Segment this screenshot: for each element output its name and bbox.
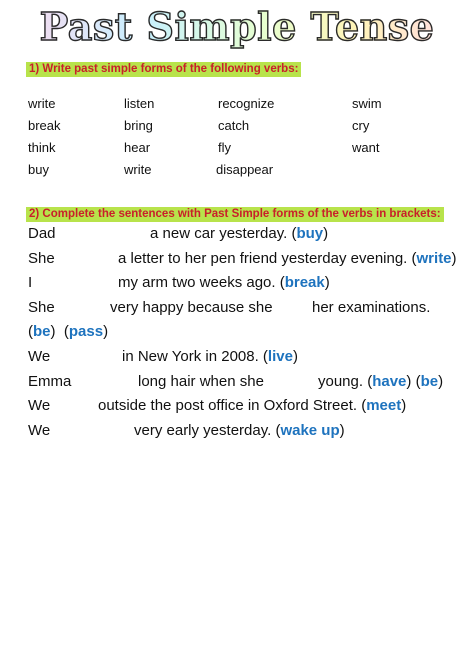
bracket: ) [401, 397, 407, 415]
sentence-subject: We [28, 347, 51, 365]
sentence [28, 397, 468, 422]
verb-row [28, 140, 468, 162]
sentence-text [134, 422, 345, 439]
sentence-subject: I [28, 274, 33, 292]
bracket: ) [50, 323, 56, 341]
bracket: ) [339, 421, 345, 439]
sentence-continuation [28, 323, 468, 348]
bracket: ) ( [406, 372, 421, 390]
sentence-text [122, 348, 298, 365]
sentence-rest: in New York in 2008. ( [122, 347, 268, 365]
sentence [28, 274, 468, 299]
bracket: ( [63, 323, 69, 341]
sentence [28, 348, 468, 373]
verb-hint: buy [296, 225, 324, 242]
bracket: ) [438, 372, 444, 390]
verb-item: hear [124, 140, 151, 155]
sentence-list [28, 225, 468, 446]
verb-item: break [28, 118, 61, 133]
sentence-text: very happy because she [110, 298, 273, 316]
sentence [28, 299, 468, 324]
sentence-text: her examinations. [312, 298, 431, 316]
verb-hint: pass [68, 323, 104, 341]
sentence-text [318, 373, 443, 390]
bracket: ( [28, 323, 33, 341]
sentence-rest: young. ( [318, 372, 373, 390]
verb-hint: wake up [280, 421, 340, 439]
bracket: ) [292, 347, 298, 365]
sentence [28, 225, 468, 250]
bracket: ) [324, 274, 330, 292]
sentence [28, 373, 468, 398]
sentence-subject: She [28, 249, 55, 267]
bracket: ) [323, 225, 329, 242]
verb-item: write [124, 162, 152, 177]
bracket: ) [451, 249, 457, 267]
sentence [28, 422, 468, 447]
verb-item: cry [352, 118, 370, 133]
sentence-text [98, 397, 406, 414]
verb-list [28, 96, 468, 184]
verb-item: buy [28, 162, 49, 177]
sentence [28, 250, 468, 275]
sentence-text [118, 250, 457, 267]
verb-row [28, 118, 468, 140]
section-1-heading: 1) Write past simple forms of the following verbs: [26, 62, 301, 77]
verb-hint: write [416, 249, 452, 267]
verb-hint: live [267, 347, 293, 365]
verb-item: bring [124, 118, 153, 133]
verb-item: recognize [218, 96, 275, 111]
worksheet-title: Past Simple Tense [0, 4, 474, 49]
sentence-subject: We [28, 397, 51, 415]
verb-item: swim [352, 96, 382, 111]
verb-hint: meet [366, 397, 402, 415]
verb-hint: be [420, 372, 439, 390]
section-2-heading: 2) Complete the sentences with Past Simple forms of the verbs in brackets: [26, 207, 444, 222]
sentence-rest: my arm two weeks ago. ( [118, 274, 285, 292]
sentence-rest: outside the post office in Oxford Street. ( [98, 397, 367, 415]
verb-item: think [28, 140, 56, 155]
sentence-subject: Emma [28, 372, 72, 390]
sentence-text [28, 323, 108, 340]
verb-item: listen [124, 96, 155, 111]
sentence-subject: Dad [28, 225, 56, 242]
sentence-rest: a new car yesterday. ( [150, 225, 297, 242]
verb-item: write [28, 96, 56, 111]
sentence-text [118, 274, 330, 291]
sentence-rest: very early yesterday. ( [134, 421, 281, 439]
verb-row [28, 162, 468, 184]
sentence-text [150, 225, 328, 242]
verb-hint: have [372, 372, 407, 390]
verb-item: catch [218, 118, 250, 133]
bracket: ) [103, 323, 109, 341]
sentence-text: long hair when she [138, 372, 264, 390]
verb-row [28, 96, 468, 118]
verb-item: disappear [216, 162, 274, 177]
verb-hint: break [284, 274, 325, 292]
verb-hint: be [33, 323, 51, 341]
verb-item: want [352, 140, 380, 155]
sentence-subject: She [28, 298, 55, 316]
sentence-subject: We [28, 421, 51, 439]
sentence-rest: a letter to her pen friend yesterday evening. ( [118, 249, 417, 267]
verb-item: fly [218, 140, 231, 155]
